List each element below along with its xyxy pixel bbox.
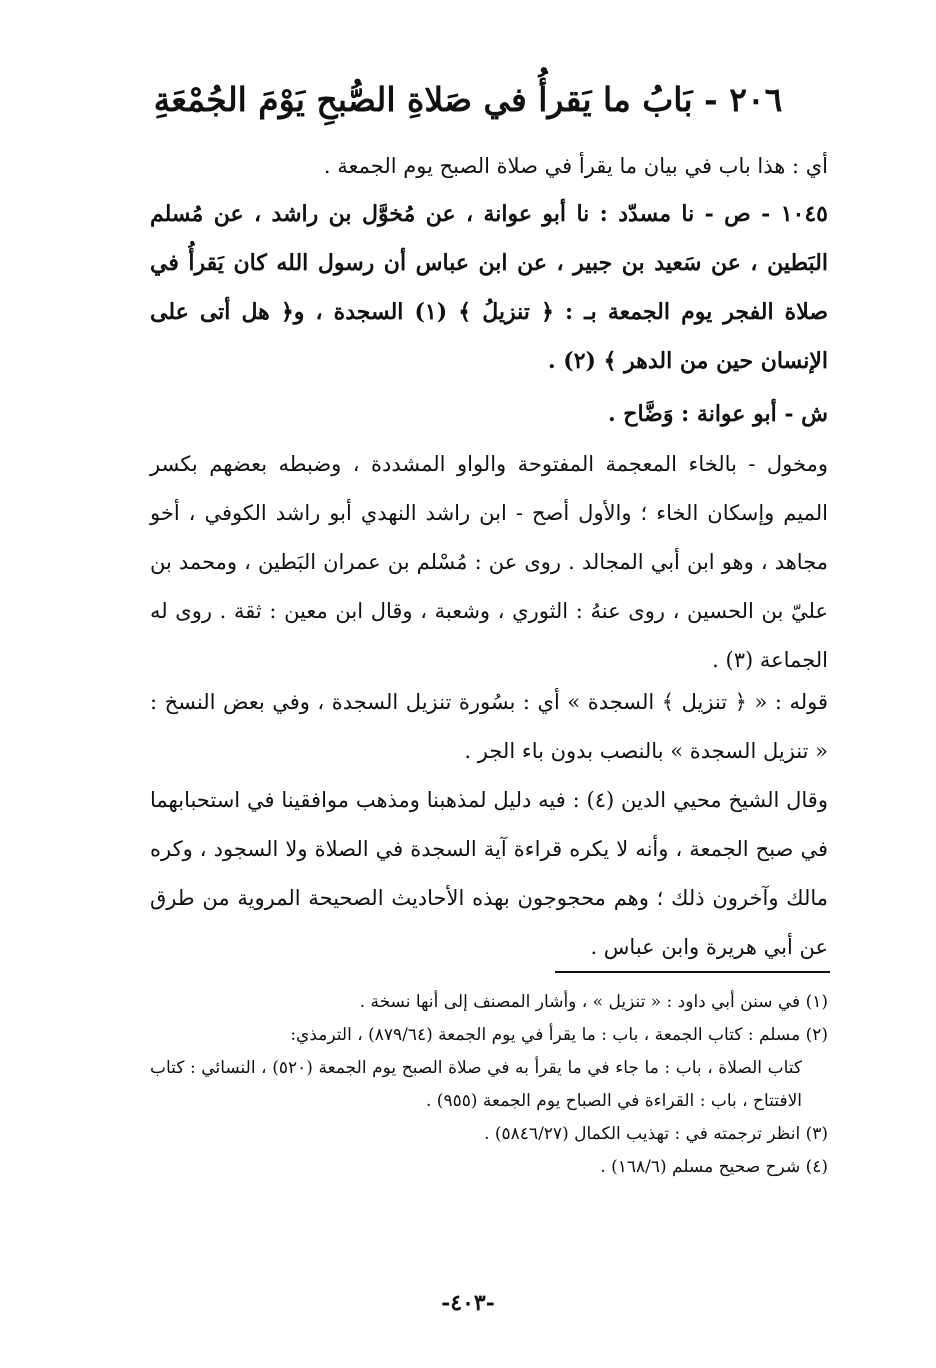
- commentary-paragraph-text: قوله : « ﴿ تنزيل ﴾ السجدة » أي : بسُورة تنزيل السجدة ، وفي بعض النسخ : « تنزيل السجدة » بالنصب بدون باء الجر .: [150, 690, 828, 763]
- hadith-text-block: [150, 190, 828, 386]
- intro-text: أي : هذا باب في بيان ما يقرأ في صلاة الصبح يوم الجمعة .: [323, 154, 828, 178]
- commentary-heading: ش - أبو عوانة : وَضَّاح .: [607, 401, 828, 427]
- footnote-2-continuation: كتاب الصلاة ، باب : ما جاء في ما يقرأ به في صلاة الصبح يوم الجمعة (٥٢٠) ، النسائي : كتاب الافتتاح ، باب : القراءة في الصباح يوم الجمعة (٩٥٥) .: [150, 1058, 802, 1111]
- chapter-intro: [150, 142, 828, 191]
- footnotes-section: [150, 986, 828, 1184]
- footnote-3: (٣) انظر ترجمته في : تهذيب الكمال (٥٨٤٦/٢٧) .: [484, 1124, 828, 1144]
- footnote-2: (٢) مسلم : كتاب الجمعة ، باب : ما يقرأ في يوم الجمعة (٨٧٩/٦٤) ، الترمذي:: [290, 1025, 828, 1045]
- chapter-title: ٢٠٦ - بَابُ ما يَقرأُ في صَلاةِ الصُّبحِ يَوْمَ الجُمْعَةِ: [153, 80, 783, 119]
- commentary-paragraph: [150, 440, 828, 685]
- footnote-1: (١) في سنن أبي داود : « تنزيل » ، وأشار المصنف إلى أنها نسخة .: [359, 992, 828, 1012]
- page-number: -٤٠٣-: [441, 1290, 495, 1316]
- footnote-4: (٤) شرح صحيح مسلم (١٦٨/٦) .: [600, 1157, 828, 1177]
- commentary-heading-block: [150, 390, 828, 439]
- commentary-paragraph: [150, 776, 828, 972]
- footnote-divider: [555, 971, 830, 973]
- hadith-text: ١٠٤٥ - ص - نا مسدّد : نا أبو عوانة ، عن مُخوَّل بن راشد ، عن مُسلم البَطين ، عن سَعيد بن جبير ، عن ابن عباس أن رسول الله كان يَقرأُ في صلاة الفجر يوم الجمعة بـ : ﴿ تنزيلُ ﴾ (١) السجدة ، و﴿ هل أتى على الإنسان حين من الدهر ﴾ (٢) .: [150, 201, 828, 374]
- commentary-paragraph-text: ومخول - بالخاء المعجمة المفتوحة والواو المشددة ، وضبطه بعضهم بكسر الميم وإسكان الخاء ؛ والأول أصح - ابن راشد النهدي أبو راشد الكوفي ، أخو مجاهد ، وهو ابن أبي المجالد . روى عن : مُسْلم بن عمران البَطين ، ومحمد بن عليّ بن الحسين ، روى عنهُ : الثوري ، وشعبة ، وقال ابن معين : ثقة . روى له الجماعة (٣) .: [150, 452, 828, 672]
- commentary-paragraph-text: وقال الشيخ محيي الدين (٤) : فيه دليل لمذهبنا ومذهب موافقينا في استحبابهما في صبح الجمعة ، وأنه لا يكره قراءة آية السجدة في الصلاة ولا السجود ، وكره مالك وآخرون ذلك ؛ وهم محجوجون بهذه الأحاديث الصحيحة المروية من طرق عن أبي هريرة وابن عباس .: [150, 788, 828, 959]
- commentary-paragraph: [150, 678, 828, 776]
